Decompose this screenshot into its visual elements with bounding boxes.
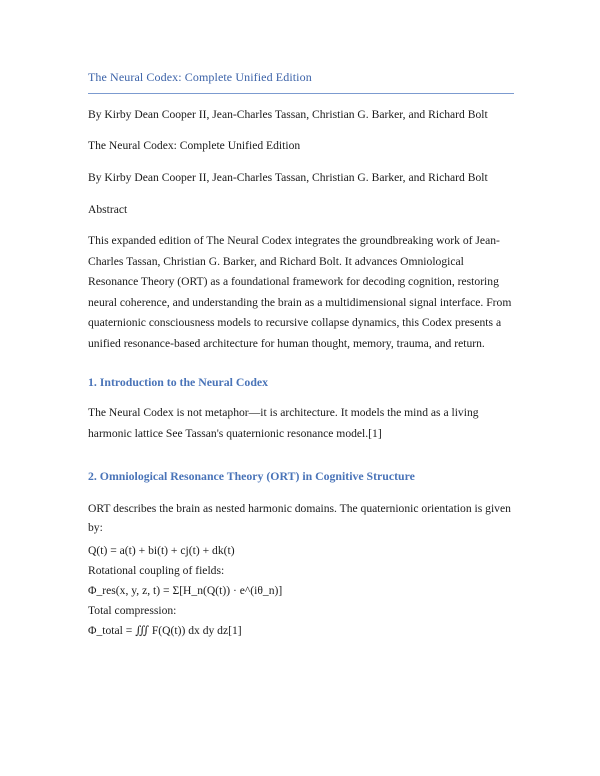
byline-2: By Kirby Dean Cooper II, Jean-Charles Tassan, Christian G. Barker, and Richard Bolt	[88, 171, 488, 184]
equation-resonance: Φ_res(x, y, z, t) = Σ[H_n(Q(t)) · e^(iθ_n)]	[88, 584, 283, 597]
byline-1: By Kirby Dean Cooper II, Jean-Charles Tassan, Christian G. Barker, and Richard Bolt	[88, 108, 488, 121]
running-header-title: The Neural Codex: Complete Unified Edition	[88, 70, 312, 84]
header-divider	[88, 93, 514, 94]
section-2-intro: ORT describes the brain as nested harmonic domains. The quaternionic orientation is given by:	[88, 502, 511, 534]
abstract-text: This expanded edition of The Neural Codex integrates the groundbreaking work of Jean-Charles Tassan, Christian G. Barker, and Richard Bolt. It advances Omniological Resonance Theory (ORT) as a foundational framework for decoding cognition, restoring neural coherence, and understanding the brain as a multidimensional signal interface. From quaternionic consciousness models to recursive collapse dynamics, this Codex presents a unified resonance-based architecture for human thought, memory, trauma, and return.	[88, 234, 512, 350]
abstract-label: Abstract	[88, 203, 128, 216]
equation-quaternion: Q(t) = a(t) + bi(t) + cj(t) + dk(t)	[88, 544, 235, 557]
section-2-heading: 2. Omniological Resonance Theory (ORT) in Cognitive Structure	[88, 469, 415, 483]
label-rotational-coupling: Rotational coupling of fields:	[88, 564, 225, 577]
section-1-heading: 1. Introduction to the Neural Codex	[88, 375, 269, 389]
section-1-text: The Neural Codex is not metaphor—it is architecture. It models the mind as a living harmonic lattice See Tassan's quaternionic resonance model.[1]	[88, 406, 479, 440]
title-repeat: The Neural Codex: Complete Unified Edition	[88, 139, 301, 152]
equation-total: Φ_total = ∭ F(Q(t)) dx dy dz[1]	[88, 624, 242, 637]
label-total-compression: Total compression:	[88, 604, 177, 617]
